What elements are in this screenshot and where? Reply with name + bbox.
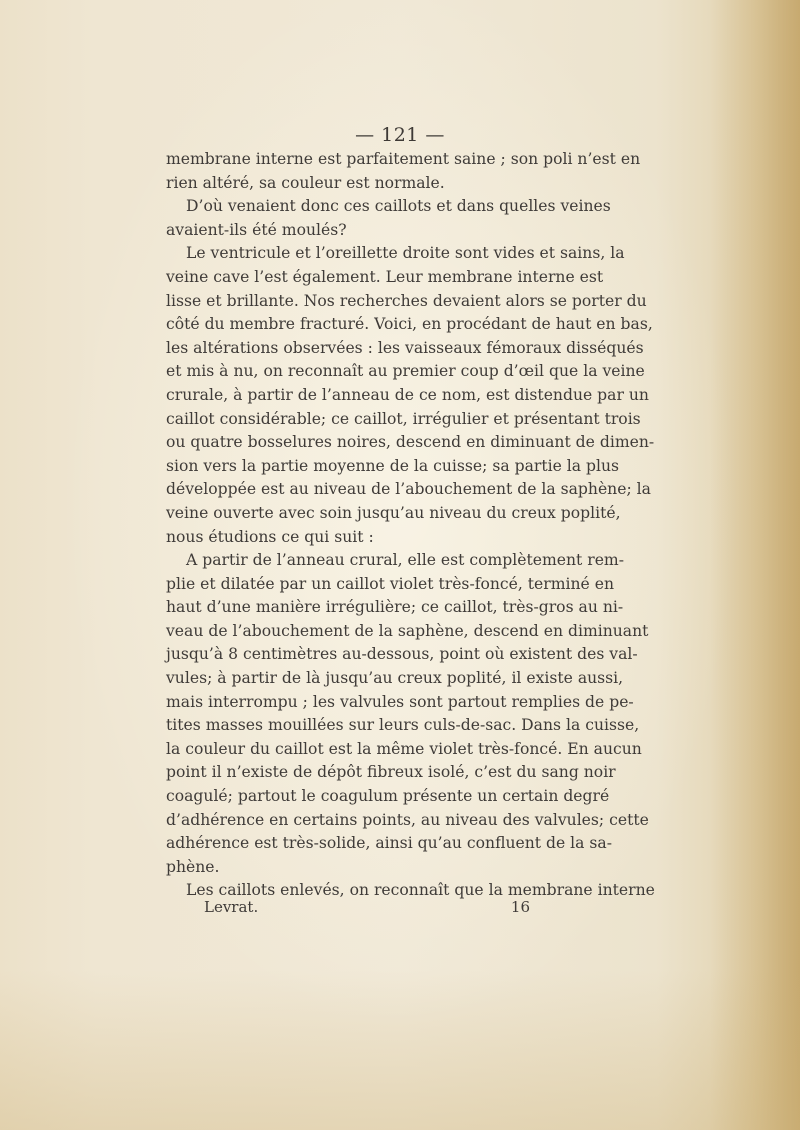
text-line: plie et dilatée par un caillot violet très-foncé, terminé en (166, 574, 615, 593)
signature-author: Levrat. (204, 898, 259, 916)
text-line: mais interrompu ; les valvules sont partout remplies de pe- (166, 692, 634, 711)
text-line: veine cave l’est également. Leur membrane interne est (166, 267, 604, 286)
text-line: d’adhérence en certains points, au niveau des valvules; cette (166, 810, 649, 829)
text-line: haut d’une manière irrégulière; ce caillot, très-gros au ni- (166, 598, 624, 617)
page-edge-stain (710, 0, 800, 1130)
text-line: avaient-ils été moulés? (166, 220, 347, 239)
text-line: développée est au niveau de l’abouchement de la saphène; la (166, 480, 651, 499)
text-line: caillot considérable; ce caillot, irrégulier et présentant trois (166, 409, 641, 428)
text-line: adhérence est très-solide, ainsi qu’au confluent de la sa- (166, 834, 612, 853)
text-line: D’où venaient donc ces caillots et dans quelles veines (186, 197, 611, 216)
text-line: nous étudions ce qui suit : (166, 527, 374, 546)
text-line: coagulé; partout le coagulum présente un certain degré (166, 787, 610, 806)
text-line: point il n’existe de dépôt fibreux isolé, c’est du sang noir (166, 763, 616, 782)
text-line: crurale, à partir de l’anneau de ce nom, est distendue par un (166, 385, 649, 404)
text-line: tites masses mouillées sur leurs culs-de-sac. Dans la cuisse, (166, 716, 640, 735)
text-line: sion vers la partie moyenne de la cuisse; sa partie la plus (166, 456, 620, 475)
text-line: ou quatre bosselures noires, descend en diminuant de dimen- (166, 433, 655, 452)
text-line: phène. (166, 857, 220, 876)
text-line: vules; à partir de là jusqu’au creux poplité, il existe aussi, (166, 669, 624, 688)
text-line: et mis à nu, on reconnaît au premier coup d’œil que la veine (166, 362, 645, 381)
text-line: rien altéré, sa couleur est normale. (166, 173, 445, 192)
text-line: lisse et brillante. Nos recherches devaient alors se porter du (166, 291, 647, 310)
text-line: les altérations observées : les vaisseaux fémoraux disséqués (166, 338, 644, 357)
text-line: côté du membre fracturé. Voici, en procédant de haut en bas, (166, 315, 653, 334)
signature-number: 16 (510, 898, 530, 916)
text-line: la couleur du caillot est la même violet très-foncé. En aucun (166, 739, 642, 758)
text-line: veau de l’abouchement de la saphène, descend en diminuant (166, 621, 649, 640)
text-line: A partir de l’anneau crural, elle est complètement rem- (186, 551, 624, 570)
text-line: jusqu’à 8 centimètres au-dessous, point où existent des val- (166, 645, 638, 664)
text-line: Le ventricule et l’oreillette droite sont vides et sains, la (186, 244, 625, 263)
text-line: Les caillots enlevés, on reconnaît que la membrane interne (186, 881, 655, 900)
body-text (166, 148, 655, 903)
page-bottom-stain (0, 970, 800, 1130)
text-line: veine ouverte avec soin jusqu’au niveau du creux poplité, (166, 503, 621, 522)
page-number: — 121 — (355, 124, 445, 146)
text-line: membrane interne est parfaitement saine ; son poli n’est en (166, 150, 641, 168)
